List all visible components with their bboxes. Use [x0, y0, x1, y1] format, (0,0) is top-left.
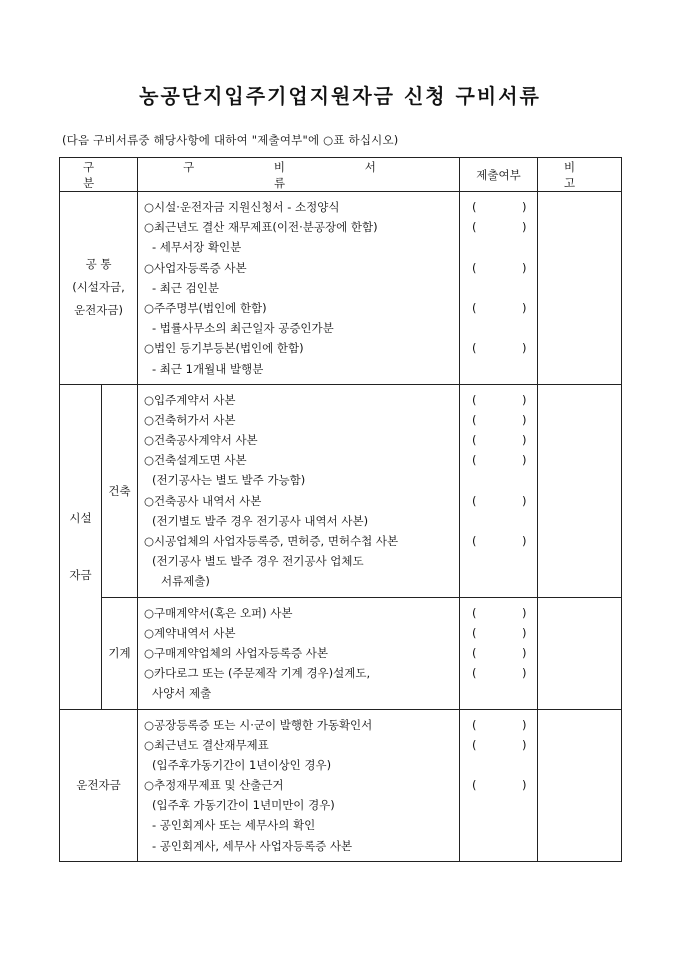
documents-operating: [138, 709, 460, 861]
document-line: ○최근년도 결산 재무제표(이전·분공장에 한함): [144, 220, 378, 235]
close-paren: ): [522, 433, 527, 448]
instruction-note: (다음 구비서류중 해당사항에 대하여 "제출여부"에 ○표 하십시오): [62, 133, 399, 147]
submission-checkbox[interactable]: [460, 775, 537, 795]
document-line: ○카다로그 또는 (주문제작 기계 경우)설계도,: [144, 666, 371, 681]
submission-checkbox[interactable]: [460, 450, 537, 470]
submission-checkbox[interactable]: [460, 298, 537, 318]
documents-common: [138, 192, 460, 385]
document-line: - 공인회계사 또는 세무사의 확인: [152, 818, 316, 833]
table-header-row: [60, 158, 622, 192]
close-paren: ): [522, 220, 527, 235]
category-facility: 시설 자금: [60, 384, 102, 709]
remarks-operating: [538, 709, 622, 861]
document-line: (전기공사는 별도 발주 가능함): [152, 473, 306, 488]
document-line: (전기공사 별도 발주 경우 전기공사 업체도: [152, 554, 364, 569]
close-paren: ): [522, 493, 527, 508]
document-line: ○구매계약업체의 사업자등록증 사본: [144, 645, 328, 660]
document-line: ○건축허가서 사본: [144, 412, 236, 427]
documents-machinery: [138, 597, 460, 709]
document-line: ○사업자등록증 사본: [144, 260, 247, 275]
submission-checkbox[interactable]: [460, 663, 537, 683]
section-facility-machinery: [60, 597, 622, 709]
subcategory-machinery: 기계: [102, 597, 138, 709]
submission-checkbox[interactable]: [460, 715, 537, 735]
submission-checkbox[interactable]: [460, 430, 537, 450]
submission-checkbox[interactable]: [460, 623, 537, 643]
document-line: ○추정재무제표 및 산출근거: [144, 778, 284, 793]
document-line: ○최근년도 결산재무제표: [144, 737, 269, 752]
document-line: ○주주명부(법인에 한함): [144, 300, 267, 315]
required-documents-table: [59, 157, 622, 862]
submission-spacer: [460, 551, 537, 571]
document-line: ○건축설계도면 사본: [144, 453, 247, 468]
document-line: ○건축공사 내역서 사본: [144, 493, 262, 508]
close-paren: ): [522, 737, 527, 752]
document-line: - 세무서장 확인분: [152, 240, 242, 255]
open-paren: (: [472, 534, 477, 548]
document-line: - 공인회계사, 세무사 사업자등록증 사본: [152, 838, 353, 853]
header-remarks: 비 고: [538, 158, 622, 192]
submission-spacer: [460, 470, 537, 490]
document-line: (입주후 가동기간이 1년미만이 경우): [152, 798, 335, 813]
document-line: (입주후가동기간이 1년이상인 경우): [152, 757, 332, 772]
submission-spacer: [460, 359, 537, 379]
submission-spacer: [460, 237, 537, 257]
close-paren: ): [522, 605, 527, 620]
open-paren: (: [472, 433, 477, 448]
open-paren: (: [472, 220, 477, 235]
submission-spacer: [460, 815, 537, 835]
close-paren: ): [522, 341, 527, 356]
submission-machinery[interactable]: [460, 597, 538, 709]
document-line: - 최근 검인분: [152, 280, 220, 295]
subcategory-construction: 건축: [102, 384, 138, 597]
close-paren: ): [522, 200, 527, 214]
submission-checkbox[interactable]: [460, 197, 537, 217]
category-common: 공 통 (시설자금, 운전자금): [60, 192, 138, 385]
document-line: ○공장등록증 또는 시·군이 발행한 가동확인서: [144, 717, 373, 732]
remarks-construction: [538, 384, 622, 597]
header-category: 구 분: [60, 158, 138, 192]
page-title: 농공단지입주기업지원자금 신청 구비서류: [139, 84, 541, 108]
header-documents: 구 비 서 류: [138, 158, 460, 192]
submission-spacer: [460, 683, 537, 703]
submission-spacer: [460, 278, 537, 298]
open-paren: (: [472, 645, 477, 660]
section-operating: [60, 709, 622, 861]
open-paren: (: [472, 625, 477, 640]
open-paren: (: [472, 717, 477, 732]
submission-spacer: [460, 836, 537, 856]
submission-spacer: [460, 755, 537, 775]
document-line: ○건축공사계약서 사본: [144, 433, 258, 448]
section-facility-construction: [60, 384, 622, 597]
open-paren: (: [472, 412, 477, 427]
open-paren: (: [472, 666, 477, 681]
close-paren: ): [522, 412, 527, 427]
open-paren: (: [472, 605, 477, 620]
close-paren: ): [522, 300, 527, 315]
category-operating: 운전자금: [60, 709, 138, 861]
submission-checkbox[interactable]: [460, 258, 537, 278]
submission-operating[interactable]: [460, 709, 538, 861]
open-paren: (: [472, 260, 477, 275]
document-line: - 최근 1개월내 발행분: [152, 361, 264, 376]
remarks-machinery: [538, 597, 622, 709]
submission-checkbox[interactable]: [460, 643, 537, 663]
open-paren: (: [472, 392, 477, 407]
open-paren: (: [472, 200, 477, 214]
submission-checkbox[interactable]: [460, 410, 537, 430]
close-paren: ): [522, 534, 527, 548]
document-line: ○구매계약서(혹은 오퍼) 사본: [144, 605, 293, 620]
submission-checkbox[interactable]: [460, 491, 537, 511]
open-paren: (: [472, 341, 477, 356]
document-line: - 법률사무소의 최근일자 공증인가분: [152, 321, 334, 336]
submission-spacer: [460, 511, 537, 531]
open-paren: (: [472, 453, 477, 468]
document-line: (전기별도 발주 경우 전기공사 내역서 사본): [152, 513, 369, 528]
document-line: 서류제출): [161, 574, 210, 589]
open-paren: (: [472, 737, 477, 752]
close-paren: ): [522, 625, 527, 640]
open-paren: (: [472, 778, 477, 793]
open-paren: (: [472, 493, 477, 508]
section-common: [60, 192, 622, 385]
close-paren: ): [522, 645, 527, 660]
submission-spacer: [460, 318, 537, 338]
submission-checkbox[interactable]: [460, 531, 537, 551]
submission-checkbox[interactable]: [460, 338, 537, 358]
submission-checkbox[interactable]: [460, 390, 537, 410]
submission-common[interactable]: [460, 192, 538, 385]
close-paren: ): [522, 666, 527, 681]
submission-checkbox[interactable]: [460, 603, 537, 623]
close-paren: ): [522, 392, 527, 407]
document-line: ○입주계약서 사본: [144, 392, 236, 407]
document-line: ○법인 등기부등본(법인에 한함): [144, 341, 304, 356]
document-line: 사양서 제출: [152, 686, 212, 701]
open-paren: (: [472, 300, 477, 315]
submission-checkbox[interactable]: [460, 735, 537, 755]
remarks-common: [538, 192, 622, 385]
header-submitted: 제출여부: [460, 158, 538, 192]
submission-construction[interactable]: [460, 384, 538, 597]
submission-spacer: [460, 795, 537, 815]
documents-construction: [138, 384, 460, 597]
close-paren: ): [522, 260, 527, 275]
close-paren: ): [522, 717, 527, 732]
close-paren: ): [522, 453, 527, 468]
submission-spacer: [460, 571, 537, 591]
document-line: ○계약내역서 사본: [144, 625, 236, 640]
close-paren: ): [522, 778, 527, 793]
submission-checkbox[interactable]: [460, 217, 537, 237]
document-line: ○시공업체의 사업자등록증, 면허증, 면허수첩 사본: [144, 534, 399, 548]
document-line: ○시설·운전자금 지원신청서 - 소정양식: [144, 200, 340, 214]
